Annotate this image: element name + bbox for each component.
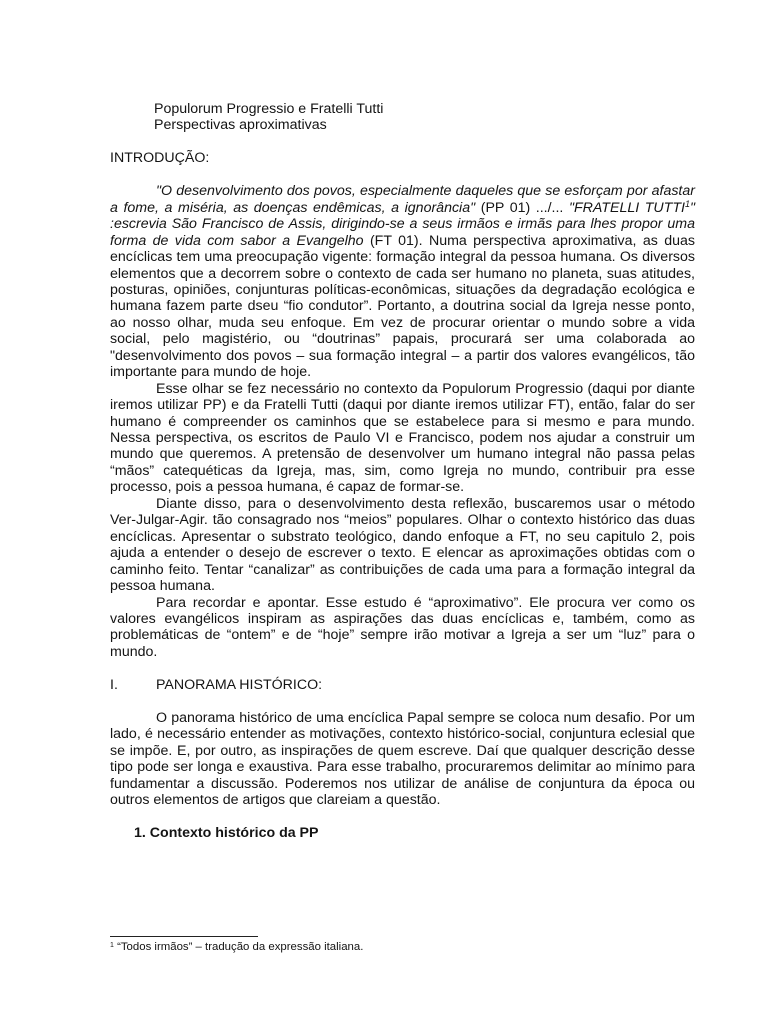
footnote — [110, 941, 363, 954]
paragraph-4: Para recordar e apontar. Esse estudo é “aproximativo”. Ele procura ver como os valores evangélicos inspiram as aspirações das duas encíclicas e, também, como as problemáticas de “ontem” e de “hoje” sempre irão motivar a Igreja a ser um “luz” para o mundo. — [110, 594, 695, 660]
section-title: PANORAMA HISTÓRICO: — [156, 676, 323, 693]
subsection-heading — [110, 825, 695, 841]
header-title: Populorum Progressio e Fratelli Tutti — [154, 101, 384, 117]
document-body — [110, 101, 695, 841]
footnote-separator — [110, 936, 258, 937]
header-subtitle: Perspectivas aproximativas — [154, 117, 327, 134]
paragraph-2: Esse olhar se fez necessário no contexto da Populorum Progressio (daqui por diante iremos utilizar PP) e da Fratelli Tutti (daqui por diante iremos utilizar FT), então, falar do ser humano é compreender os caminhos que se estabelece para si mesmo e para mundo. Nessa perspectiva, os escritos de Paulo VI e Francisco, podem nos ajudar a construir um mundo que queremos. A pretensão de desenvolver um humano integral não passa pelas “mãos” catequéticas da Igreja, mas, sim, como Igreja no mundo, contribuir pra esse processo, pois a pessoa humana, é capaz de formar-se. — [110, 380, 695, 496]
paragraph-1 — [110, 183, 695, 380]
reference-pp: (PP 01) .../... — [475, 199, 569, 216]
paragraph-5: O panorama histórico de uma encíclica Papal sempre se coloca num desafio. Por um lado, é necessário entender as motivações, contexto histórico-social, conjuntura eclesial que se impõe. E, por outro, as inspirações de quem escreve. Daí que qualquer descrição desse tipo pode ser longa e exaustiva. Para esse trabalho, procuraremos delimitar ao mínimo para fundamentar a discussão. Poderemos nos utilizar de análise de conjuntura da época ou outros elementos de artigos que clareiam a questão. — [110, 709, 695, 808]
footnote-mark: 1 — [110, 942, 114, 949]
paragraph-3: Diante disso, para o desenvolvimento desta reflexão, buscaremos usar o método Ver-Julgar-Agir. tão consagrado nos “meios” populares. Olhar o contexto histórico das duas encíclicas. Apresentar o substrato teológico, dando enfoque a FT, no seu capitulo 2, pois ajuda a entender o desejo de escrever o texto. E elencar as aproximações obtidas com o caminho feito. Tentar “canalizar” as contribuições de cada uma para a formação integral da pessoa humana. — [110, 495, 695, 595]
footnote-text: “Todos irmãos” – tradução da expressão italiana. — [113, 941, 364, 953]
quote-pp: "O desenvolvimento dos povos, especialmente daqueles que se esforçam por afastar a fome, a miséria, as doenças endêmicas, a ignorância" — [110, 183, 695, 216]
paragraph-1-rest: (FT 01). Numa perspectiva aproximativa, as duas encíclicas tem uma preocupação vigente: formação integral da pessoa humana. Os diversos elementos que a decorrem sobre o contexto de cada ser humano no planeta, suas atitudes, posturas, opiniões, conjunturas políticas-econômicas, situações da degradação ecológica e humana fazem parte dseu “fio condutor”. Portanto, a doutrina social da Igreja nesse ponto, ao nosso olhar, muda seu enfoque. Em vez de procurar orientar o mundo sobre a vida social, pelo magistério, ou “doutrinas” papais, procurará ser uma colaborada ao "desenvolvimento dos povos – sua formação integral – a partir dos valores evangélicos, tão importante para mundo de hoje. — [110, 232, 695, 381]
quote-ft-title: "FRATELLI TUTTI — [568, 199, 685, 216]
subsection-title: Contexto histórico da PP — [149, 824, 319, 841]
section-number: I. — [110, 676, 118, 693]
intro-heading: INTRODUÇÃO: — [110, 150, 210, 167]
footnote-marker: 1 — [684, 198, 690, 209]
subsection-number: 1. — [134, 824, 146, 841]
section-heading — [110, 677, 695, 693]
quote-ft-body: " :escrevia São Francisco de Assis, dirigindo-se a seus irmãos e irmãs para lhes propor uma forma de vida com sabor a Evangelho — [110, 199, 695, 249]
document-header — [110, 101, 695, 134]
